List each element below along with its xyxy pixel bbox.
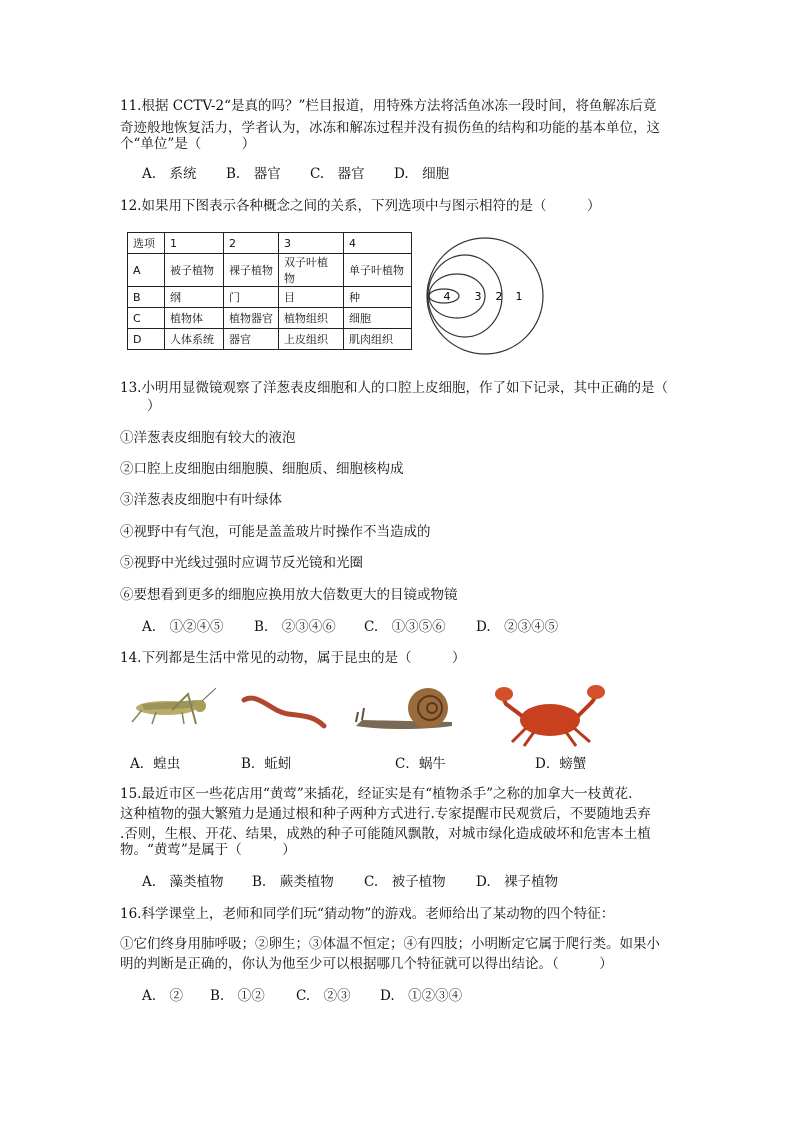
q15-option-a: A. 藻类植物 xyxy=(142,874,224,890)
table-cell: 植物器官 xyxy=(224,308,279,329)
table-cell: 上皮组织 xyxy=(279,329,344,350)
table-header-row xyxy=(128,233,412,254)
q15-option-c: C. 被子植物 xyxy=(364,874,446,890)
table-cell: B xyxy=(128,287,165,308)
q15-line-3: .否则，生根、开花、结果，成熟的种子可能随风飘散，对城市绿化造成破坏和危害本土植 xyxy=(120,826,651,842)
table-cell: 细胞 xyxy=(344,308,412,329)
q12-stem: 12.如果用下图表示各种概念之间的关系，下列选项中与图示相符的是（ ） xyxy=(120,198,601,214)
q13-option-a: A. ①②④⑤ xyxy=(142,619,224,635)
grasshopper-head xyxy=(194,700,206,712)
q15-line-2: 这种植物的强大繁殖力是通过根和种子两种方式进行.专家提醒市民观赏后，不要随地丢弃 xyxy=(120,806,651,822)
q13-option-c: C. ①③⑤⑥ xyxy=(364,619,446,635)
table-cell: 门 xyxy=(224,287,279,308)
q11-line-3: 个“单位”是（ ） xyxy=(120,136,256,152)
q15-option-b: B. 蕨类植物 xyxy=(252,874,334,890)
label-3: 3 xyxy=(474,290,482,303)
q13-statement-6: ⑥要想看到更多的细胞应换用放大倍数更大的目镜或物镜 xyxy=(120,587,458,603)
table-cell: 植物体 xyxy=(165,308,224,329)
q13-statement-2: ②口腔上皮细胞由细胞膜、细胞质、细胞核构成 xyxy=(120,461,404,477)
table-cell: C xyxy=(128,308,165,329)
table-cell: 植物组织 xyxy=(279,308,344,329)
ellipse-2 xyxy=(428,255,502,337)
crab-image xyxy=(494,682,606,748)
q16-stem: 16.科学课堂上，老师和同学们玩“猜动物”的游戏。老师给出了某动物的四个特征： xyxy=(120,906,615,922)
label-4: 4 xyxy=(443,290,451,303)
q11-option-a: A. 系统 xyxy=(142,166,197,182)
table-header-cell: 2 xyxy=(224,233,279,254)
table-row xyxy=(128,329,412,350)
q13-statement-5: ⑤视野中光线过强时应调节反光镜和光圈 xyxy=(120,555,363,571)
q16-line-2: 明的判断是正确的，你认为他至少可以根据哪几个特征就可以得出结论。（ ） xyxy=(120,956,613,972)
crab-claw-left xyxy=(495,687,513,701)
q15-line-4: 物。“黄莺”是属于（ ） xyxy=(120,842,296,858)
q16-line-1: ①它们终身用肺呼吸；②卵生；③体温不恒定；④有四肢；小明断定它属于爬行类。如果小 xyxy=(120,936,660,952)
table-row xyxy=(128,308,412,329)
table-cell: 种 xyxy=(344,287,412,308)
table-row xyxy=(128,254,412,287)
q14-option-d: D．螃蟹 xyxy=(535,756,587,772)
crab-claw-right xyxy=(587,685,605,699)
q13-statement-4: ④视野中有气泡，可能是盖盖玻片时操作不当造成的 xyxy=(120,524,431,540)
q12-concept-table xyxy=(127,232,412,350)
table-cell: 目 xyxy=(279,287,344,308)
q15-options xyxy=(142,872,558,892)
table-header-cell: 3 xyxy=(279,233,344,254)
table-cell: 人体系统 xyxy=(165,329,224,350)
table-cell: A xyxy=(128,254,165,287)
q13-statement-1: ①洋葱表皮细胞有较大的液泡 xyxy=(120,430,296,446)
grasshopper-image xyxy=(122,682,220,734)
q14-option-c: C．蜗牛 xyxy=(395,756,446,772)
table-cell: 双子叶植物 xyxy=(279,254,344,287)
nested-circles-diagram xyxy=(425,232,545,360)
q16-option-c: C. ②③ xyxy=(296,988,351,1004)
q11-options xyxy=(142,164,449,184)
snail-tentacles xyxy=(356,708,364,722)
q16-option-d: D. ①②③④ xyxy=(380,988,463,1004)
earthworm-image xyxy=(238,682,330,734)
q11-option-c: C. 器官 xyxy=(310,166,365,182)
q13-stem-line-1: 13.小明用显微镜观察了洋葱表皮细胞和人的口腔上皮细胞，作了如下记录，其中正确的是（ xyxy=(120,380,668,396)
q14-option-a: A．蝗虫 xyxy=(130,756,181,772)
q11-option-d: D. 细胞 xyxy=(394,166,450,182)
table-cell: D xyxy=(128,329,165,350)
q15-line-1: 15.最近市区一些花店用“黄莺”来插花，经证实是有“植物杀手”之称的加拿大一枝黄花. xyxy=(120,786,633,802)
table-cell: 肌肉组织 xyxy=(344,329,412,350)
table-row xyxy=(128,287,412,308)
q11-option-b: B. 器官 xyxy=(226,166,281,182)
q13-stem-line-2: ） xyxy=(120,398,161,414)
q13-options xyxy=(142,617,558,637)
table-header-cell: 选项 xyxy=(128,233,165,254)
q15-option-d: D. 裸子植物 xyxy=(476,874,559,890)
earthworm-body xyxy=(244,698,324,726)
q11-line-1: 11.根据 CCTV-2“是真的吗？”栏目报道，用特殊方法将活鱼冰冻一段时间，将鱼解冻后竟 xyxy=(120,98,657,114)
q13-statement-3: ③洋葱表皮细胞中有叶绿体 xyxy=(120,492,282,508)
table-header-cell: 1 xyxy=(165,233,224,254)
q11-line-2: 奇迹般地恢复活力，学者认为，冰冻和解冻过程并没有损伤鱼的结构和功能的基本单位，这 xyxy=(120,120,660,136)
table-cell: 纲 xyxy=(165,287,224,308)
q14-option-b: B．蚯蚓 xyxy=(241,756,292,772)
q13-option-d: D. ②③④⑤ xyxy=(476,619,559,635)
snail-image xyxy=(352,682,460,738)
table-cell: 被子植物 xyxy=(165,254,224,287)
q16-options xyxy=(142,986,462,1006)
label-1: 1 xyxy=(515,290,523,303)
grasshopper-antenna xyxy=(202,688,216,701)
table-cell: 器官 xyxy=(224,329,279,350)
label-2: 2 xyxy=(495,290,503,303)
table-cell: 单子叶植物 xyxy=(344,254,412,287)
q16-option-b: B. ①② xyxy=(210,988,265,1004)
q14-stem: 14.下列都是生活中常见的动物，属于昆虫的是（ ） xyxy=(120,650,466,666)
table-cell: 裸子植物 xyxy=(224,254,279,287)
crab-body xyxy=(520,704,580,736)
q13-option-b: B. ②③④⑥ xyxy=(254,619,336,635)
table-header-cell: 4 xyxy=(344,233,412,254)
q16-option-a: A. ② xyxy=(142,988,184,1004)
